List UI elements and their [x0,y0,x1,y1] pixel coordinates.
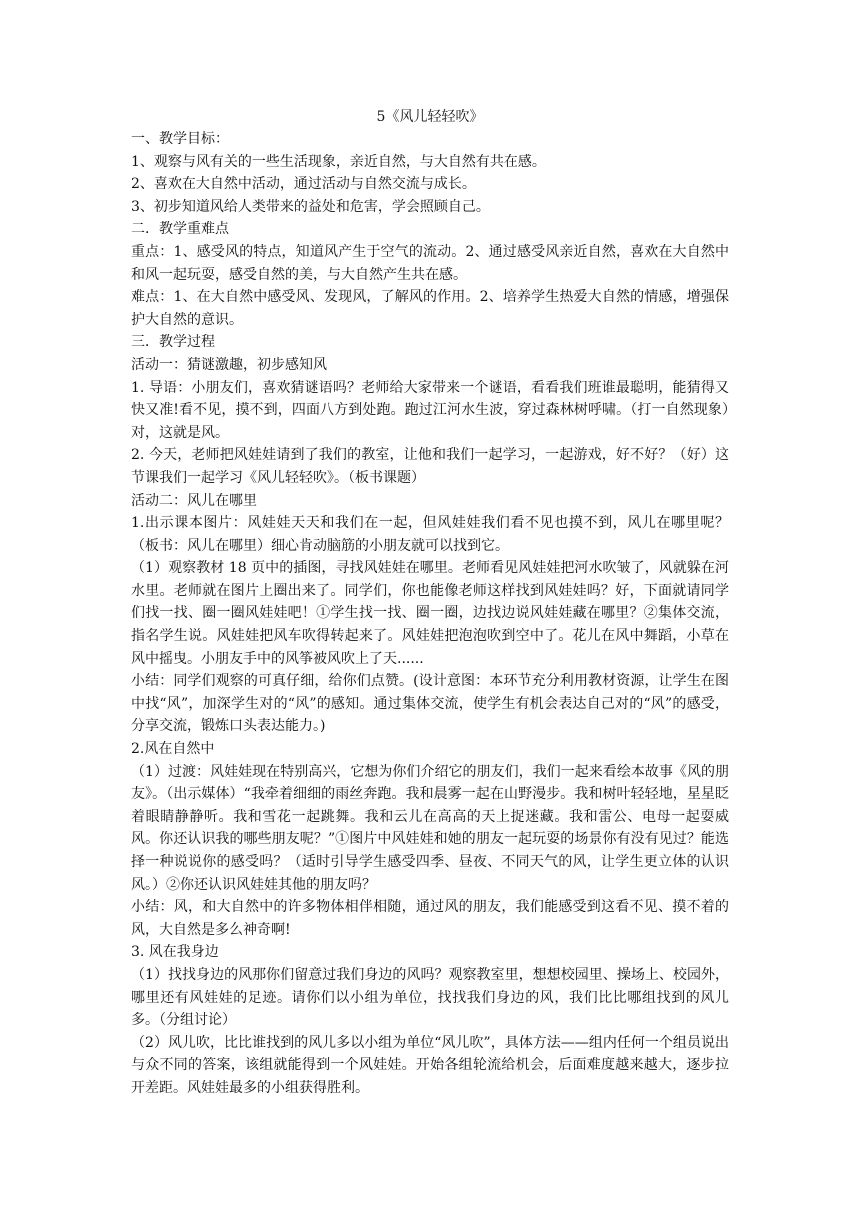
section-heading-process: 三．教学过程 [131,334,215,351]
document-title: 5《风儿轻轻吹》 [376,109,484,125]
subsection-wind-near-me: 3. 风在我身边 [131,944,219,961]
subsection-wind-in-nature: 2.风在自然中 [131,741,215,758]
wind-game-paragraph: （2）风儿吹，比比谁找到的风儿多以小组为单位“风儿吹”，具体方法——组内任何一个组员说出与众不同的答案，该组就能得到一个风娃娃。开始各组轮流给机会，后面难度越来越大，逐步拉开差距。风娃娃最多的小组获得胜利。 [131,1034,729,1096]
find-wind-paragraph: （1）找找身边的风那你们留意过我们身边的风吗？观察教室里，想想校园里、操场上、校园外，哪里还有风娃娃的足迹。请你们以小组为单位，找找我们身边的风，我们比比哪组找到的风儿多。（分组讨论） [131,966,729,1029]
goal-item-1: 1、观察与风有关的一些生活现象，亲近自然，与大自然有共在感。 [131,153,546,170]
goal-item-3: 3、初步知道风给人类带来的益处和危害，学会照顾自己。 [131,198,490,215]
activity-1-step-2: 2. 今天，老师把风娃娃请到了我们的教室，让他和我们一起学习，一起游戏，好不好？（好）这节课我们一起学习《风儿轻轻吹》。（板书课题） [131,447,729,486]
wind-in-nature-summary: 小结：风，和大自然中的许多物体相伴相随，通过风的朋友，我们能感受到这看不见、摸不着的风，大自然是多么神奇啊! [131,899,729,938]
wind-friends-paragraph: （1）过渡：风娃娃现在特别高兴，它想为你们介绍它的朋友们，我们一起来看绘本故事《风的朋友》。（出示媒体）“我牵着细细的雨丝奔跑。我和晨雾一起在山野漫步。我和树叶轻轻地，星星眨着眼睛静静听。我和雪花一起跳舞。我和云儿在高高的天上捉迷藏。我和雷公、电母一起耍威风。你还认识我的哪些朋友呢？”①图片中风娃娃和她的朋友一起玩耍的场景你有没有见过？能选择一种说说你的感受吗？（适时引导学生感受四季、昼夜、不同天气的风，让学生更立体的认识风。）②你还认识风娃娃其他的朋友吗？ [131,763,729,893]
section-heading-goals: 一、教学目标： [131,131,229,147]
activity-2-observe: （1）观察教材 18 页中的插图，寻找风娃娃在哪里。老师看见风娃娃把河水吹皱了，风就躲在河水里。老师就在图片上圈出来了。同学们，你也能像老师这样找到风娃娃吗？好，下面就请同学们找一找、圈一圈风娃娃吧！①学生找一找、圈一圈，边找边说风娃娃藏在哪里？②集体交流，指名学生说。风娃娃把风车吹得转起来了。风娃娃把泡泡吹到空中了。花儿在风中舞蹈，小草在风中摇曳。小朋友手中的风筝被风吹上了天...... [131,560,729,667]
goal-item-2: 2、喜欢在大自然中活动，通过活动与自然交流与成长。 [131,176,476,193]
activity-1-step-1: 1. 导语：小朋友们，喜欢猜谜语吗？老师给大家带来一个谜语，看看我们班谁最聪明，能猜得又快又准!看不见，摸不到，四面八方到处跑。跑过江河水生波，穿过森林树呼啸。（打一自然现象）对，这就是风。 [131,379,729,441]
activity-2-summary: 小结：同学们观察的可真仔细，给你们点赞。(设计意图：本环节充分利用教材资源，让学生在图中找“风”，加深学生对的“风”的感知。通过集体交流，使学生有机会表达自己对的“风”的感受，分享交流，锻炼口头表达能力。) [131,673,729,735]
activity-2-heading: 活动二：风儿在哪里 [131,492,257,509]
activity-2-intro: 1.出示课本图片：风娃娃天天和我们在一起，但风娃娃我们看不见也摸不到，风儿在哪里呢？（板书：风儿在哪里）细心肯动脑筋的小朋友就可以找到它。 [131,515,729,554]
difficulties-paragraph: 难点：1、在大自然中感受风、发现风，了解风的作用。2、培养学生热爱大自然的情感，增强保护大自然的意识。 [131,289,729,328]
key-points-paragraph: 重点：1、感受风的特点，知道风产生于空气的流动。2、通过感受风亲近自然，喜欢在大自然中和风一起玩耍，感受自然的美，与大自然产生共在感。 [131,243,729,283]
section-heading-key-points: 二．教学重难点 [131,221,229,238]
document-page [131,106,729,1100]
activity-1-heading: 活动一：猜谜激趣，初步感知风 [131,356,327,373]
